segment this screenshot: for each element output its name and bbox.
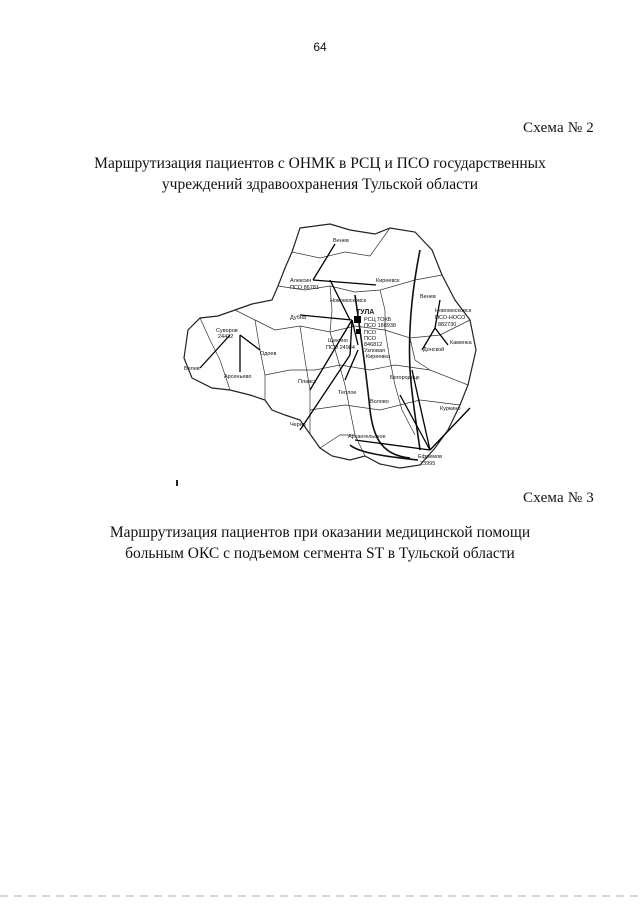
label-venev-right: Венев	[420, 294, 436, 300]
scheme-2-title	[0, 153, 640, 195]
label-shchekino-pso: ПСО 24984	[326, 345, 355, 351]
scheme-3-title	[0, 522, 640, 564]
label-kireevka-mid: Киреевка	[366, 354, 390, 360]
label-kamenka: Каменка	[450, 340, 472, 346]
label-pso-c: 846812	[364, 342, 383, 348]
scheme-3-title-line-2: больным ОКС с подъемом сегмента ST в Тульской области	[125, 545, 515, 562]
label-efremov-code: 23995	[420, 461, 436, 467]
label-venev-top: Венев	[333, 238, 349, 244]
label-novomoskovsk-top: Новомосковск	[330, 298, 367, 304]
label-bogoroditsk: Богородицк	[390, 375, 420, 381]
label-novomoskovsk: Новомосковск	[435, 308, 472, 314]
label-arsenyevo: Арсеньево	[224, 374, 252, 380]
label-suvorov-code: 24432	[218, 334, 234, 340]
label-pso-a: ПСО	[364, 330, 377, 336]
label-tula-pso: ПСО 188938	[364, 323, 396, 329]
label-donskoy: Донской	[423, 347, 445, 353]
scheme-2-title-line-2: учреждений здравоохранения Тульской области	[161, 176, 479, 193]
tula-hub-marker	[354, 316, 361, 323]
label-novomoskovsk-pso1: ПСО-НОСО	[435, 315, 466, 321]
scheme-3-title-line-1: Маршрутизация пациентов при оказании медицинской помощи	[109, 524, 531, 541]
label-kireevsk-top: Киреевск	[376, 278, 400, 284]
label-novomoskovsk-pso2: 882730	[438, 322, 457, 328]
label-belev: Белев	[184, 366, 200, 372]
label-uzlovaya: Узловая	[364, 348, 385, 354]
label-chern: Чернь	[290, 422, 306, 428]
label-odoev: Одоев	[260, 351, 277, 357]
tula-region-routing-map	[180, 220, 480, 470]
label-tula: ТУЛА	[356, 309, 375, 316]
page-number: 64	[313, 40, 327, 54]
label-plavsk: Плавск	[298, 379, 317, 385]
label-tyoply: Теплое	[338, 390, 357, 396]
label-aleksin: Алексин	[290, 278, 312, 284]
label-shchekino: Щекино	[328, 338, 348, 344]
label-suvorov: Суворов	[216, 328, 238, 334]
scan-mark	[176, 480, 178, 486]
label-aleksin-pso: ПСО 86781	[290, 285, 319, 291]
pso-hub-marker	[356, 329, 361, 334]
scan-edge-artifact	[0, 895, 640, 897]
label-volovo: Волово	[370, 399, 389, 405]
label-arkhangelskoe: Архангельское	[348, 434, 386, 440]
scheme-3-label: Схема № 3	[523, 490, 594, 506]
label-dubna: Дубна	[290, 315, 306, 321]
label-pso-b: ПСО	[364, 336, 377, 342]
scheme-2-label: Схема № 2	[523, 120, 594, 136]
scheme-2-title-line-1: Маршрутизация пациентов с ОНМК в РСЦ и ПСО государственных	[94, 155, 546, 172]
label-efremov: Ефремов	[418, 454, 443, 460]
label-kurkino: Куркино	[440, 406, 461, 412]
label-tula-rsc: РСЦ ТОКБ	[364, 317, 392, 323]
